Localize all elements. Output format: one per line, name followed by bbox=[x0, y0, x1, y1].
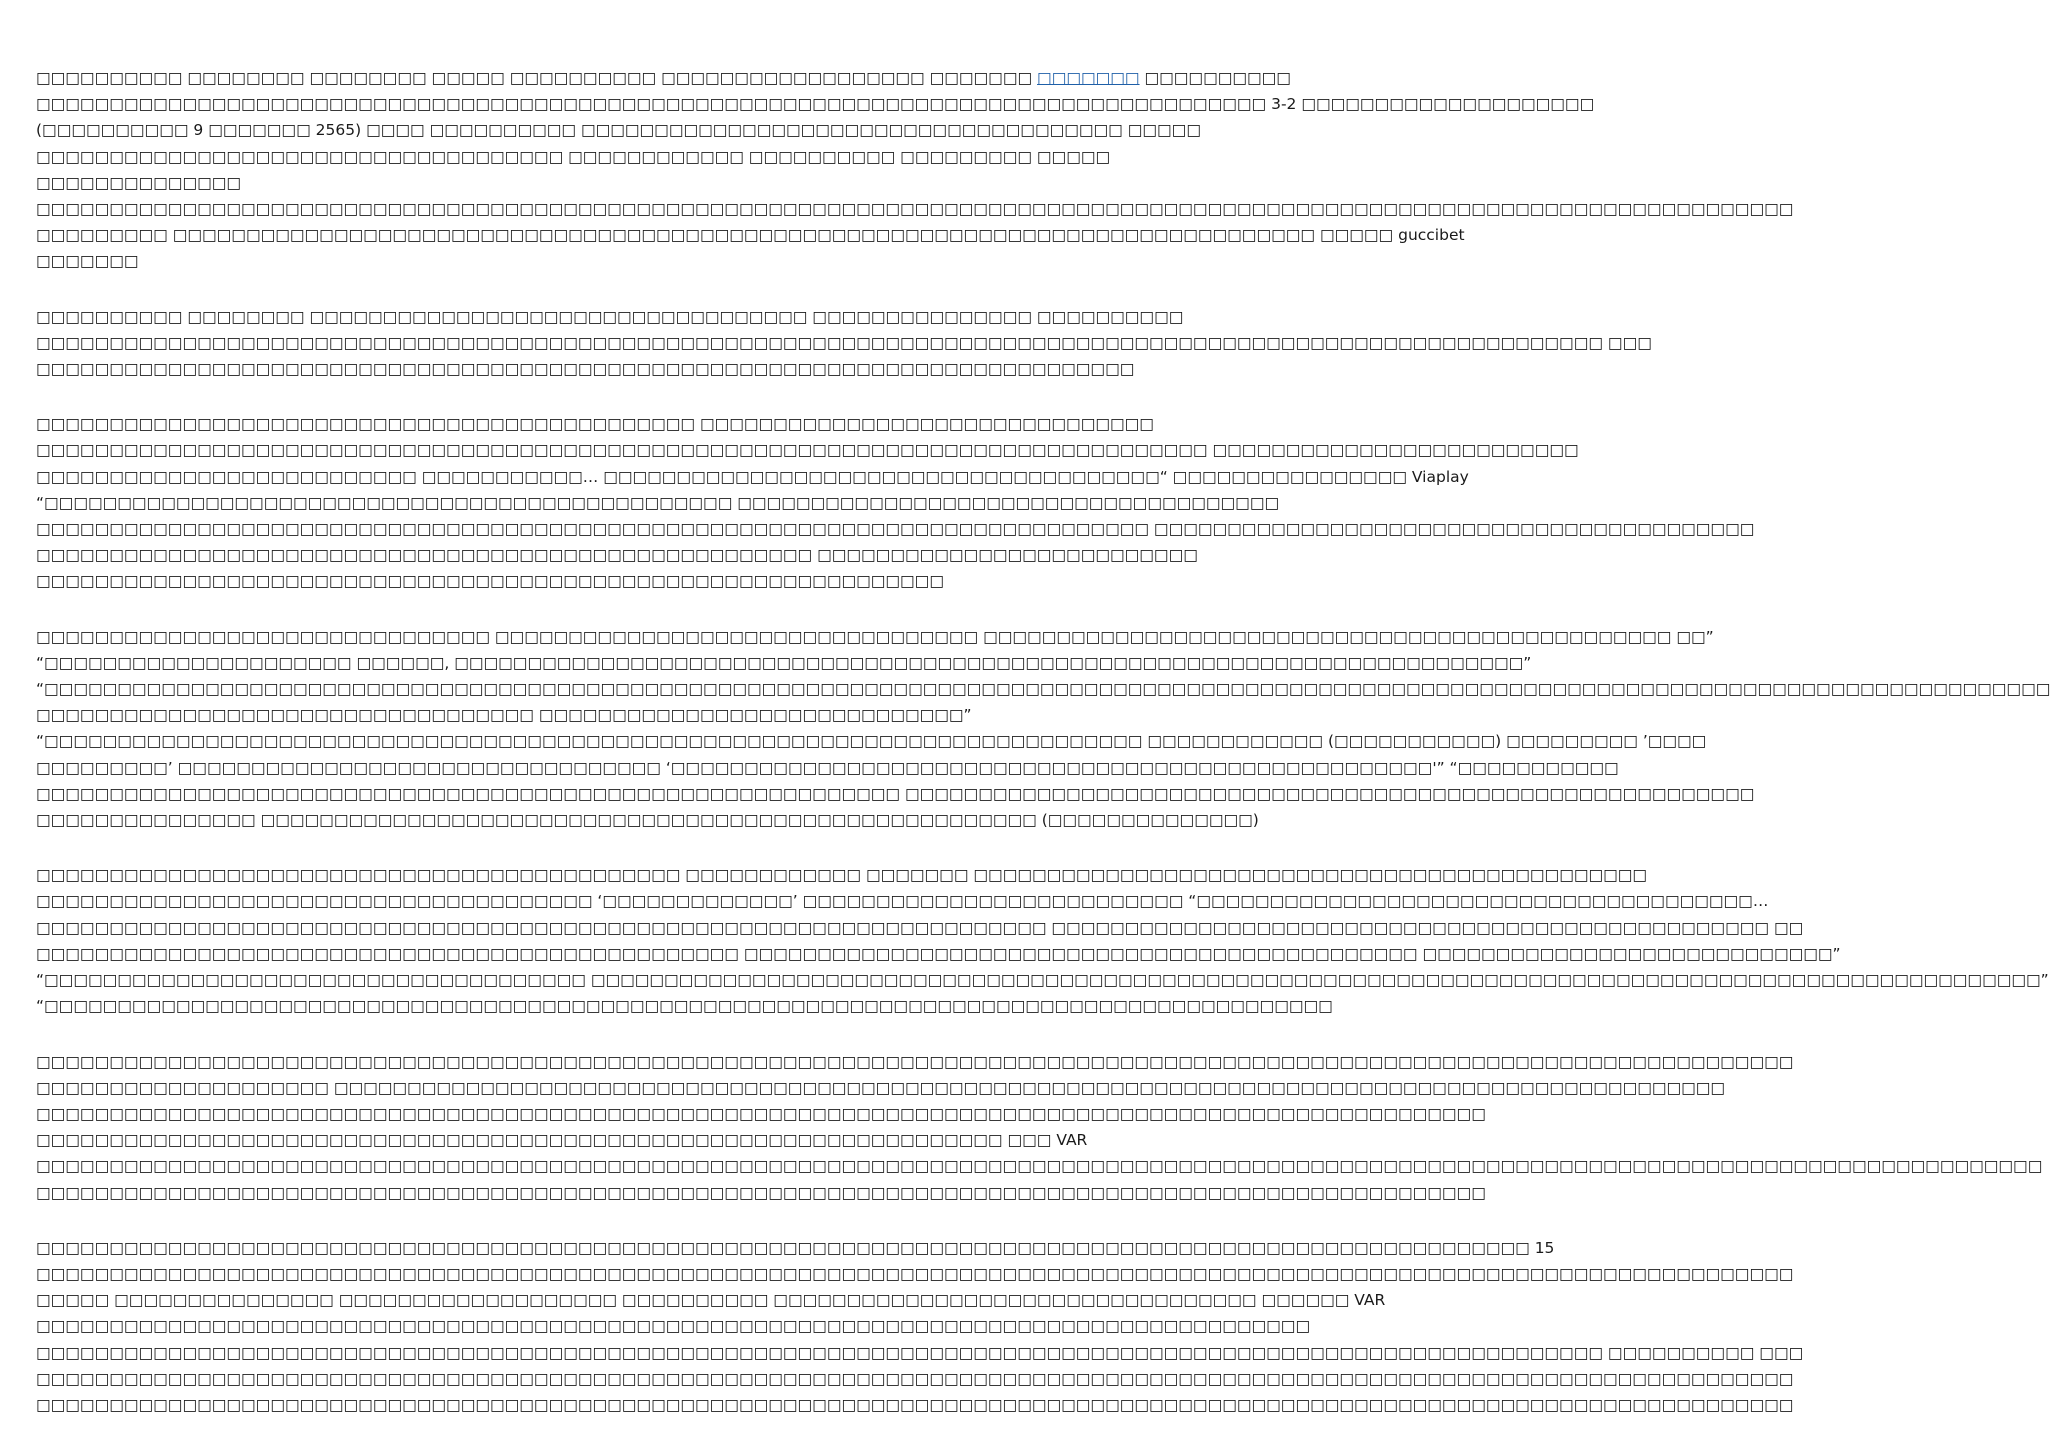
text-line: □□□□□□□□□□□□□□□□□□□□□□□□□□□□□□□□□□□□□□□□□□□□□□□□□□□□□□□□□□□□□□□□□□ □□□ VAR bbox=[36, 1131, 1088, 1150]
paragraph-4 bbox=[36, 624, 2050, 834]
text-line: □□□□□□□□□□□□□□□□□□□□□□□□□□□□□□□□□□□□□□□□□□□□□□□□□□□□□□□□□□□□□□□□□□□□□□□□□□□ bbox=[36, 360, 1135, 379]
inline-link[interactable]: □□□□□□□ bbox=[1037, 69, 1140, 87]
text-line: □□□□□□□□□□□□□□□□□□□□□□□□□□□□□□□□□□□□□□□□□□□□□□□□□□□□□□□□□□□□□□□□□□□□□□□□□□□□□□□□□□□□□□□□□□□□□□□□□□□□□□□□□□□□□□□□□□□□□□□□ bbox=[36, 200, 1794, 219]
text-line: □□□□□□□□□□□□□□□□□□□□□□□□□□□□□□□□□□□□□□□□□□□□□□□□□□□□□ □□□□□□□□□□□□□□□□□□□□□□□□□□ bbox=[36, 546, 1198, 565]
text-line: □□□□□□□□□□□□□□□□□□□□ □□□□□□□□□□□□□□□□□□□□□□□□□□□□□□□□□□□□□□□□□□□□□□□□□□□□□□□□□□□□□□□□□□□□□□□□□□□□□□□□□□□□□□□□□□□□□□□ bbox=[36, 1078, 1726, 1097]
text-line: □□□□□□□□□ □□□□□□□□□□□□□□□□□□□□□□□□□□□□□□□□□□□□□□□□□□□□□□□□□□□□□□□□□□□□□□□□□□□□□□□□□□□□□□ □□□□□ guccibet bbox=[36, 226, 1465, 245]
text-line: □□□□□□□□□□□□□□□□□□□□□□□□□□□□□□□□□□□□□□□□□□□□□□□□□□□□□□□□□□□□□□□□□□□□□□□□□□□□□□□□□□□□□□□□□□□□□□□□□□□□□□□□□□□ □□□ bbox=[36, 333, 1652, 352]
text-line: □□□□□□□□□□□□□□□ □□□□□□□□□□□□□□□□□□□□□□□□□□□□□□□□□□□□□□□□□□□□□□□□□□□□□ (□□□□□□□□□□□□□□) bbox=[36, 811, 1259, 830]
text-line: “□□□□□□□□□□□□□□□□□□□□□□□□□□□□□□□□□□□□□□□□□□□□□□□□□□□□□□□□□□□□□□□□□□□□□□□□□□□ □□□□□□□□□□□□ (□□□□□□□□□□□) □□□□□□□□□ ’□□□□ bbox=[36, 732, 1707, 751]
text-line: □□□□□□□□□□□□□□□□□□□□□□□□□□□□□□□□□□□□ □□□□□□□□□□□□ □□□□□□□□□□ □□□□□□□□□ □□□□□ bbox=[36, 147, 1111, 166]
text-line: “□□□□□□□□□□□□□□□□□□□□□□□□□□□□□□□□□□□□□ □□□□□□□□□□□□□□□□□□□□□□□□□□□□□□□□□□□□□□□□□□□□□□□□□□□□□□□□□□□□□□□□□□□□□□□□□□□□□□□□□□□□□□□□□□□□□□□□□□□” bbox=[36, 971, 2049, 990]
text-line: “□□□□□□□□□□□□□□□□□□□□□□□□□□□□□□□□□□□□□□□□□□□□□□□ □□□□□□□□□□□□□□□□□□□□□□□□□□□□□□□□□□□□□ bbox=[36, 493, 1280, 512]
text-line: □□□□□□□□□□□□□□□□□□□□□□□□□□□□□□□□□□□□□□□□□□□□□□□□□□□□□□□□□□□□□□ bbox=[36, 572, 944, 591]
text-line: □□□□□□□□□□□□□□□□□□□□□□□□□□□□□□□□□□□□□□□□□□□□□□□□□□□□□□□□□□□□□□□□□□□□□□□□□□□□□□□□□□□□ 3-2 □□□□□□□□□□□□□□□□□□□□ bbox=[36, 95, 1595, 114]
text-line: □□□□□□□□□□□□□□□□□□□□□□□□□□□□□□□□□□□□□□□□□□□□□□□□□□□□□□□□□□□□□□□□□□□□□□□□□□□□□□□□□□□□□□□□□□□□□□□□□□□□□□□□□□□□□□□□□□□□□□□□□□□□□□□□□□□□□□□□□ bbox=[36, 1157, 2043, 1176]
text-line: □□□□□□□□□’ □□□□□□□□□□□□□□□□□□□□□□□□□□□□□□□□□ ‘□□□□□□□□□□□□□□□□□□□□□□□□□□□□□□□□□□□□□□□□□□□□□□□□□□□□'” “□□□□□□□□□□□ bbox=[36, 758, 1619, 777]
text-line: □□□□□□□□□□□□□□□□□□□□□□□□□□□□□□□□□□□□□□□□□□□□□□□□□□□□□□□□□□□□□□□□□□□□□□□□□□□□□□□□□□□□□□□□□□□□□□□□□□□□□□□□□□□□□□□□□□□□□□□□ bbox=[36, 1369, 1794, 1388]
text-line bbox=[36, 65, 1291, 91]
text-line: □□□□□□□□□□□□□□□□□□□□□□□□□□□□□□□□□□□□□□□□□□□□□□□□□□□□□□□□□□□□□□□□□□□□□□□□□□□□□□□□□□□□□□□□□□□□□□□□□□□□□□□□□□□□□□□□□□□□□□□□ bbox=[36, 1395, 1794, 1414]
text-line: □□□□□□□□□□□□□□□□□□□□□□□□□□□□□□□□□□□□□□□□□□□□□□□□□□□□□□□□□□□□□□□□□□□□□□□□□□□□□□□□□□□□□□□□□□□□□□□□□□□□□□□□□□□ □□□□□□□□□□ □□□ bbox=[36, 1343, 1804, 1362]
text-line: “□□□□□□□□□□□□□□□□□□□□□□□□□□□□□□□□□□□□□□□□□□□□□□□□□□□□□□□□□□□□□□□□□□□□□□□□□□□□□□□□□□□□□□□□ bbox=[36, 997, 1333, 1016]
paragraph-2 bbox=[36, 304, 1652, 383]
text-line: □□□□□□□□□□□□□□□□□□□□□□□□□□□□□□□□□□□□□□□□□□□□□□□□□□□□□□□□□□□□□□□□□□□□□□□□□□□□□□□□□□□□□□□□□□□□□□□□□□□□□□□□□□□□□□□□□□□□□□□□ bbox=[36, 1052, 1794, 1071]
text-line: □□□□□□□□□□□□□□□□□□□□□□□□□□□□□□□□□□□□□□□□□□□□□□□□□□□□□□□□□□□□□□□□□□□□□□□□□□□□ □□□□□□□□□□□□□□□□□□□□□□□□□□□□□□□□□□□□□□□□□ bbox=[36, 520, 1755, 539]
text-line: □□□□□ □□□□□□□□□□□□□□□ □□□□□□□□□□□□□□□□□□□ □□□□□□□□□□ □□□□□□□□□□□□□□□□□□□□□□□□□□□□□□□□□ □□□□□□ VAR bbox=[36, 1291, 1386, 1310]
text-line: “□□□□□□□□□□□□□□□□□□□□□ □□□□□□, □□□□□□□□□□□□□□□□□□□□□□□□□□□□□□□□□□□□□□□□□□□□□□□□□□□□□□□□□□□□□□□□□□□□□□□□□” bbox=[36, 653, 1532, 672]
text-line: □□□□□□□□□□□□□□□□□□□□□□□□□□□□□□□□□□□□□□□□□□□□□□□□□□□□□□□□□□□□□□□□□□□□□□□□□□□□□□□□□□□□□□□□□□□□□□□□□□□□□□□□□□□□□□□□□□□□□□□□ bbox=[36, 1264, 1794, 1283]
text-line: □□□□□□□□□□□□□□□□□□□□□□□□□□□□□□□□□□□□□□□□□□□□□□□□□□□□□□□□□□□□□□□□□□□□□□□□□□□□□□□□ □□□□□□□□□□□□□□□□□□□□□□□□□ bbox=[36, 441, 1579, 460]
text-line: (□□□□□□□□□□ 9 □□□□□□□ 2565) □□□□ □□□□□□□□□□ □□□□□□□□□□□□□□□□□□□□□□□□□□□□□□□□□□□□□ □□□□□ bbox=[36, 121, 1201, 140]
text-line: □□□□□□□□□□□□□□□□□□□□□□□□□□□□□□□□□□□□□□□□□□□□□□□□□□□□□□□□□□□□□□□□□□□□□□□□□□□□□□□□□□□□□□□□□□□□□□□□□□□□□□ 15 bbox=[36, 1238, 1555, 1257]
text-line: □□□□□□□□□□□□□□□□□□□□□□□□□□□□□□□□□□□□□□ ‘□□□□□□□□□□□□□’ □□□□□□□□□□□□□□□□□□□□□□□□□□ “□□□□□□□□□□□□□□□□□□□□□□□□□□□□□□□□□□□□□□… bbox=[36, 892, 1769, 911]
text-line: □□□□□□□□□□□□□□□□□□□□□□□□□□□□□□□□□□□□□□□□□□□□□□□□□□□□□□□□□□□□□□□□□□□□□□□□□□□□□□□□□□□□□□□□□□□□□□□□□□□ bbox=[36, 1104, 1486, 1123]
text-segment: □□□□□□□□□□ □□□□□□□□ □□□□□□□□ □□□□□ □□□□□□□□□□ □□□□□□□□□□□□□□□□□□ □□□□□□□ bbox=[36, 69, 1038, 87]
text-line: □□□□□□□□□□□□□□ bbox=[36, 173, 242, 192]
text-line: □□□□□□□□□□□□□□□□□□□□□□□□□□□□□□□□□□□□□□□□□□□□□□□□ □□□□□□□□□□□□□□□□□□□□□□□□□□□□□□□□□□□□□□□□□□□□□□ □□□□□□□□□□□□□□□□□□□□□□□□□□□□” bbox=[36, 944, 1841, 963]
paragraph-5 bbox=[36, 862, 2049, 1019]
paragraph-1 bbox=[36, 65, 1794, 275]
text-line: □□□□□□□□□□□□□□□□□□□□□□□□□□ □□□□□□□□□□□… □□□□□□□□□□□□□□□□□□□□□□□□□□□□□□□□□□□□□□“ □□□□□□□□□□□□□□□□ Viaplay bbox=[36, 467, 1469, 486]
text-line: □□□□□□□□□□□□□□□□□□□□□□□□□□□□□□□□□□□□□□□□□□□□ □□□□□□□□□□□□ □□□□□□□ □□□□□□□□□□□□□□□□□□□□□□□□□□□□□□□□□□□□□□□□□□□□□□ bbox=[36, 866, 1648, 885]
paragraph-7 bbox=[36, 1235, 1804, 1418]
text-line: □□□□□□□□□□□□□□□□□□□□□□□□□□□□□□□□□□□□□□□□□□□□□□□□□□□□□□□□□□□□□□□□□□□□□□□□□□□□□□□□□□□□□□□ bbox=[36, 1317, 1311, 1336]
text-line: “□□□□□□□□□□□□□□□□□□□□□□□□□□□□□□□□□□□□□□□□□□□□□□□□□□□□□□□□□□□□□□□□□□□□□□□□□□□□□□□□□□□□□□□□□□□□□□□□□□□□□□□□□□□□□□□□□□□□□□□□□□□□□□□□□□□□□□□□□ bbox=[36, 680, 2050, 699]
text-line: □□□□□□□□□□□□□□□□□□□□□□□□□□□□□□□□□□□□□□□□□□□□□□□□□□□□□□□□□□□□□□□□□□□□□□□□□□□□□□□□□□□□□□□□□□□□□□□□□□□ bbox=[36, 1183, 1486, 1202]
text-line: □□□□□□□□□□□□□□□□□□□□□□□□□□□□□□□□□□□□□□□□□□□□□□□□□□□□□□□□□□□ □□□□□□□□□□□□□□□□□□□□□□□□□□□□□□□□□□□□□□□□□□□□□□□□□□□□□□□□□□ bbox=[36, 784, 1755, 803]
text-segment: □□□□□□□□□□ bbox=[1139, 69, 1291, 87]
text-line: □□□□□□□□□□ □□□□□□□□ □□□□□□□□□□□□□□□□□□□□□□□□□□□□□□□□□□ □□□□□□□□□□□□□□□ □□□□□□□□□□ bbox=[36, 307, 1184, 326]
text-line: □□□□□□□ bbox=[36, 252, 139, 271]
text-line: □□□□□□□□□□□□□□□□□□□□□□□□□□□□□□□ □□□□□□□□□□□□□□□□□□□□□□□□□□□□□□□□□ □□□□□□□□□□□□□□□□□□□□□□□□□□□□□□□□□□□□□□□□□□□□□□□ □□” bbox=[36, 627, 1714, 646]
paragraph-3 bbox=[36, 411, 1755, 594]
text-line: □□□□□□□□□□□□□□□□□□□□□□□□□□□□□□□□□□□□□□□□□□□□□ □□□□□□□□□□□□□□□□□□□□□□□□□□□□□□□ bbox=[36, 415, 1154, 434]
text-line: □□□□□□□□□□□□□□□□□□□□□□□□□□□□□□□□□□ □□□□□□□□□□□□□□□□□□□□□□□□□□□□□” bbox=[36, 706, 972, 725]
paragraph-6 bbox=[36, 1049, 2043, 1206]
text-line: □□□□□□□□□□□□□□□□□□□□□□□□□□□□□□□□□□□□□□□□□□□□□□□□□□□□□□□□□□□□□□□□□□□□□ □□□□□□□□□□□□□□□□□□□□□□□□□□□□□□□□□□□□□□□□□□□□□□□□□ □□ bbox=[36, 918, 1804, 937]
